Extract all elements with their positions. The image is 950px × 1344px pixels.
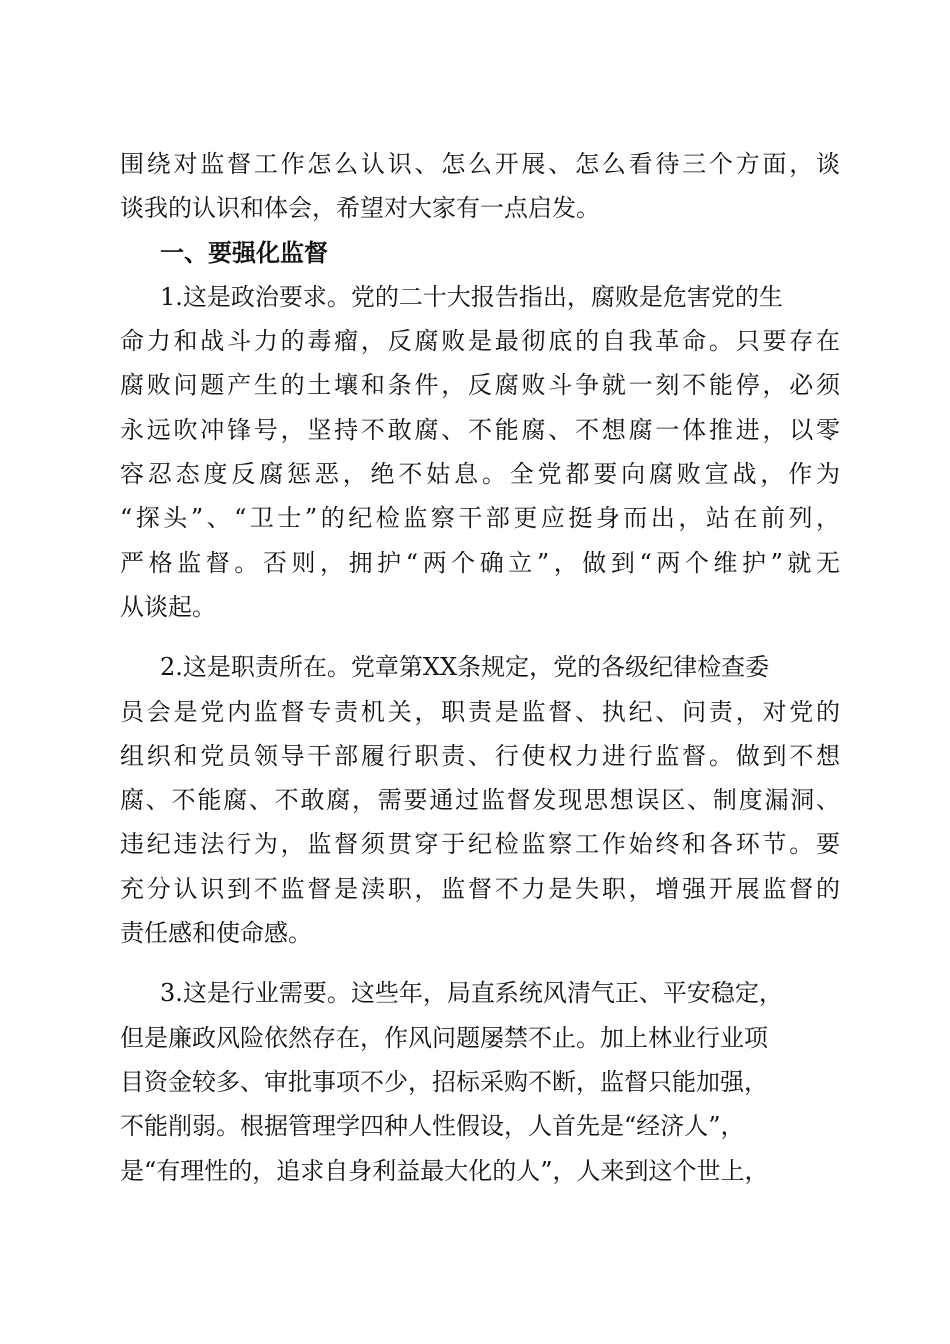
text-line: 1.这是政治要求。党的二十大报告指出，腐败是危害党的生 <box>160 282 783 311</box>
text-line: 目资金较多、审批事项不少，招标采购不断，监督只能加强， <box>120 1067 768 1096</box>
text-line: “探头”、“卫士”的纪检监察干部更应挺身而出，站在前列， <box>120 504 840 533</box>
intro-paragraph <box>120 142 840 231</box>
text-line: 围绕对监督工作怎么认识、怎么开展、怎么看待三个方面，谈 <box>120 150 840 178</box>
text-line: 组织和党员领导干部履行职责、行使权力进行监督。做到不想 <box>120 741 840 770</box>
text-line: 违纪违法行为，监督须贯穿于纪检监察工作始终和各环节。要 <box>120 830 840 859</box>
text-line: 严格监督。否则，拥护“两个确立”，做到“两个维护”就无 <box>120 548 840 577</box>
text-line: 永远吹冲锋号，坚持不敢腐、不能腐、不想腐一体推进，以零 <box>120 415 840 444</box>
text-line: 从谈起。 <box>120 592 216 621</box>
text-line: 是“有理性的，追求自身利益最大化的人”，人来到这个世上， <box>120 1156 769 1185</box>
text-line: 腐、不能腐、不敢腐，需要通过监督发现思想误区、制度漏洞、 <box>120 786 840 815</box>
paragraph-gap <box>120 629 840 645</box>
text-line: 责任感和使命感。 <box>120 919 312 948</box>
document-body <box>120 142 840 1193</box>
text-line: 不能削弱。根据管理学四种人性假设，人首先是“经济人”， <box>120 1112 745 1141</box>
text-line: 腐败问题产生的土壤和条件，反腐败斗争就一刻不能停，必须 <box>120 371 840 400</box>
text-line: 谈我的认识和体会，希望对大家有一点启发。 <box>120 194 600 223</box>
text-line: 容忍态度反腐惩恶，绝不姑息。全党都要向腐败宣战，作为 <box>120 460 840 489</box>
paragraph-gap <box>120 955 840 971</box>
text-line: 充分认识到不监督是渎职，监督不力是失职，增强开展监督的 <box>120 874 840 903</box>
paragraph-duty <box>120 645 840 955</box>
text-line: 3.这是行业需要。这些年，局直系统风清气正、平安稳定， <box>160 979 783 1008</box>
text-line: 员会是党内监督专责机关，职责是监督、执纪、问责，对党的 <box>120 697 840 726</box>
text-line: 但是廉政风险依然存在，作风问题屡禁不止。加上林业行业项 <box>120 1023 768 1052</box>
section-heading: 一、要强化监督 <box>160 238 328 267</box>
text-line: 2.这是职责所在。党章第XX条规定，党的各级纪律检查委 <box>160 653 770 682</box>
paragraph-political-requirement <box>120 275 840 629</box>
text-line: 命力和战斗力的毒瘤，反腐败是最彻底的自我革命。只要存在 <box>120 327 840 356</box>
paragraph-industry-need <box>120 971 840 1192</box>
